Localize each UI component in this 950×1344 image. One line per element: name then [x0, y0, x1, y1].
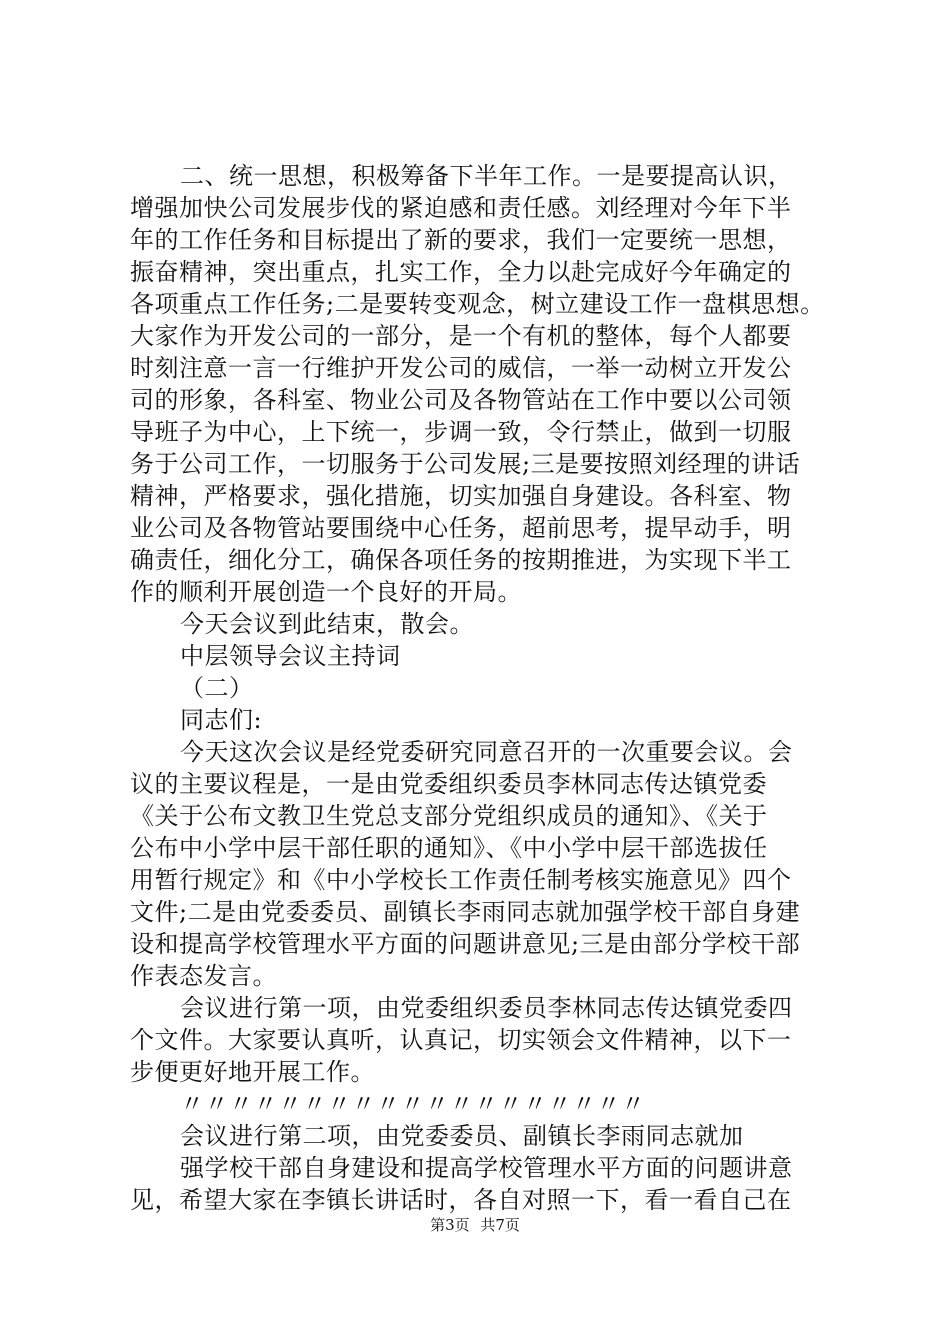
text-line: 《关于公布文教卫生党总支部分党组织成员的通知》、《关于	[130, 802, 768, 830]
text-line: 公布中小学中层干部任职的通知》、《中小学中层干部选拔任	[130, 834, 768, 862]
text-line: 确责任，细化分工，确保各项任务的按期推进，为实现下半工	[130, 546, 792, 574]
section-number: （二）	[180, 674, 254, 702]
text-line: 年的工作任务和目标提出了新的要求，我们一定要统一思想，	[130, 226, 792, 254]
text-line: 今天这次会议是经党委研究同意召开的一次重要会议。会	[180, 738, 793, 766]
text-line: 二、统一思想，积极筹备下半年工作。一是要提高认识，	[180, 162, 793, 190]
text-line: 各项重点工作任务;二是要转变观念，树立建设工作一盘棋思想。	[130, 290, 825, 318]
text-line: 用暂行规定》和《中小学校长工作责任制考核实施意见》四个	[130, 866, 792, 894]
salutation: 同志们:	[180, 706, 263, 734]
text-line: 步便更好地开展工作。	[130, 1058, 375, 1086]
section-title: 中层领导会议主持词	[180, 642, 401, 670]
text-line: 司的形象，各科室、物业公司及各物管站在工作中要以公司领	[130, 386, 792, 414]
page-footer	[0, 1215, 950, 1235]
text-line: 议的主要议程是，一是由党委组织委员李林同志传达镇党委	[130, 770, 767, 798]
text-line: 文件;二是由党委委员、副镇长李雨同志就加强学校干部自身建	[130, 898, 801, 926]
text-line: 精神，严格要求，强化措施，切实加强自身建设。各科室、物	[130, 482, 792, 510]
text-line: 增强加快公司发展步伐的紧迫感和责任感。刘经理对今年下半	[130, 194, 792, 222]
text-line: 会议进行第二项，由党委委员、副镇长李雨同志就加	[180, 1122, 744, 1150]
text-line: 大家作为开发公司的一部分，是一个有机的整体，每个人都要	[130, 322, 792, 350]
text-line: 时刻注意一言一行维护开发公司的威信，一举一动树立开发公	[130, 354, 792, 382]
text-line: 会议进行第一项，由党委组织委员李林同志传达镇党委四	[180, 994, 793, 1022]
text-line: 个文件。大家要认真听，认真记，切实领会文件精神，以下一	[130, 1026, 792, 1054]
text-line: 设和提高学校管理水平方面的问题讲意见;三是由部分学校干部	[130, 930, 801, 958]
document-body	[130, 160, 835, 1216]
text-line: 见，希望大家在李镇长讲话时，各自对照一下，看一看自己在	[130, 1186, 792, 1214]
closing-line: 今天会议到此结束，散会。	[180, 610, 474, 638]
ditto-marks-line: 〃〃〃〃〃〃〃〃〃〃〃〃〃〃〃〃〃〃〃	[180, 1090, 646, 1118]
text-line: 强学校干部自身建设和提高学校管理水平方面的问题讲意	[180, 1154, 793, 1182]
text-line: 务于公司工作，一切服务于公司发展;三是要按照刘经理的讲话	[130, 450, 801, 478]
text-line: 业公司及各物管站要围绕中心任务，超前思考，提早动手，明	[130, 514, 792, 542]
text-line: 作的顺利开展创造一个良好的开局。	[130, 578, 522, 606]
text-line: 导班子为中心，上下统一，步调一致，令行禁止，做到一切服	[130, 418, 792, 446]
text-line: 作表态发言。	[130, 962, 277, 990]
page-total: 共7页	[480, 1216, 520, 1234]
page-number: 第3页	[430, 1216, 470, 1234]
text-line: 振奋精神，突出重点，扎实工作，全力以赴完成好今年确定的	[130, 258, 792, 286]
